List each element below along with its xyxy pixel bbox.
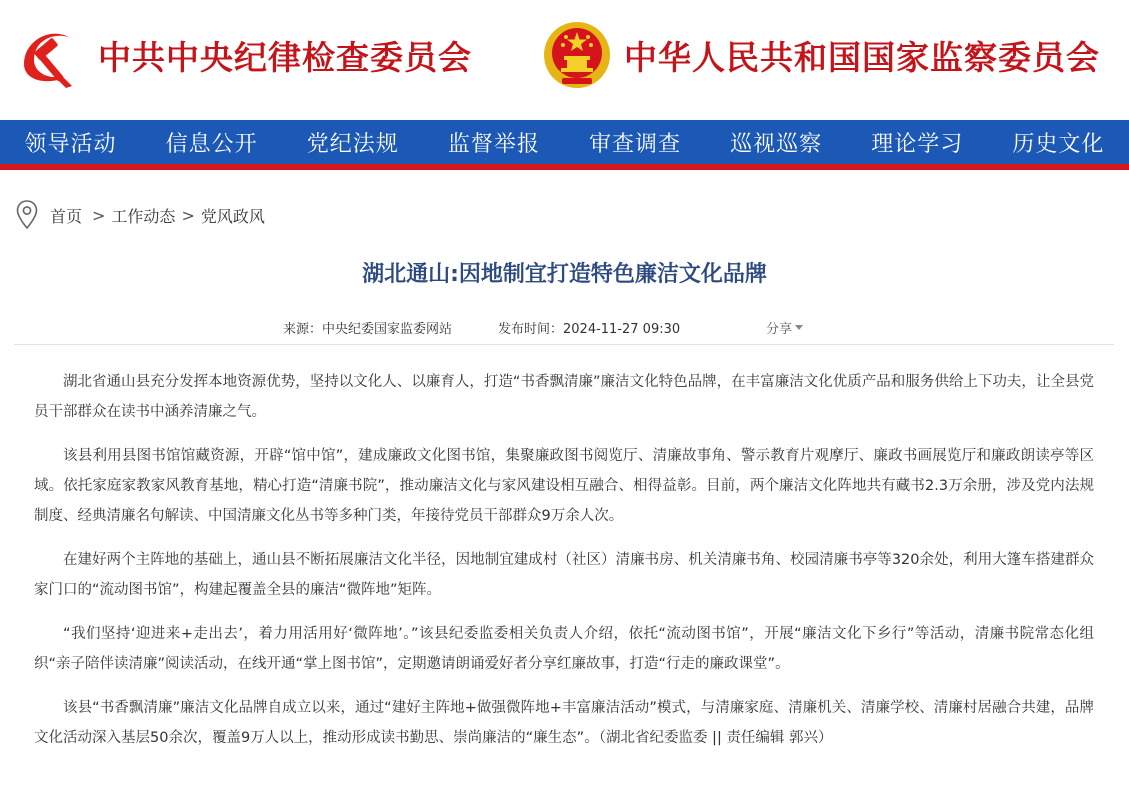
nav-item-report[interactable]: 监督举报 bbox=[447, 131, 540, 157]
breadcrumb-separator: > bbox=[181, 205, 195, 225]
article-source: 来源：中央纪委国家监委网站 bbox=[283, 322, 453, 337]
nsc-name: 中华人民共和国国家监察委员会 bbox=[624, 37, 1100, 77]
location-pin-icon bbox=[16, 200, 38, 230]
article-paragraph: 该县利用县图书馆馆藏资源，开辟“馆中馆”，建成廉政文化图书馆，集聚廉政图书阅览厅、清廉故事角、警示教育片观摩厅、廉政书画展览厅和廉政朗读亭等区域。依托家庭家教家风教育基地，精心打造“清廉书院”，推动廉洁文化与家风建设相互融合、相得益彰。目前，两个廉洁文化阵地共有藏书2.3万余册，涉及党内法规制度、经典清廉名句解读、中国清廉文化丛书等多种门类，年接待党员干部群众9万余人次。 bbox=[34, 448, 1094, 524]
share-label: 分享 bbox=[766, 322, 793, 337]
main-nav bbox=[0, 120, 1129, 170]
article-paragraph: “我们坚持‘迎进来+走出去’，着力用活用好‘微阵地’。”该县纪委监委相关负责人介绍，依托“流动图书馆”，开展“廉洁文化下乡行”等活动，清廉书院常态化组织“亲子陪伴读清廉”阅读活动，在线开通“掌上图书馆”，定期邀请朗诵爱好者分享红廉故事，打造“行走的廉政课堂”。 bbox=[34, 626, 1094, 672]
nsc-logo[interactable] bbox=[542, 20, 1100, 90]
article-paragraph: 湖北省通山县充分发挥本地资源优势，坚持以文化人、以廉育人，打造“书香飘清廉”廉洁文化特色品牌，在丰富廉洁文化优质产品和服务供给上下功夫，让全县党员干部群众在读书中涵养清廉之气。 bbox=[34, 374, 1094, 420]
nav-item-disclosure[interactable]: 信息公开 bbox=[165, 131, 258, 157]
chevron-down-icon bbox=[795, 325, 803, 330]
breadcrumb-party-style[interactable]: 党风政风 bbox=[200, 206, 265, 226]
site-header bbox=[0, 0, 1129, 120]
article-paragraph: 该县“书香飘清廉”廉洁文化品牌自成立以来，通过“建好主阵地+做强微阵地+丰富廉洁活动”模式，与清廉家庭、清廉机关、清廉学校、清廉村居融合共建，品牌文化活动深入基层50余次，覆盖9万人以上，推动形成读书勤思、崇尚廉洁的“廉生态”。（湖北省纪委监委 || 责任编辑 郭兴） bbox=[34, 700, 1094, 746]
ccdi-logo[interactable] bbox=[14, 20, 472, 90]
nav-item-regulations[interactable]: 党纪法规 bbox=[306, 131, 399, 157]
nav-item-inspection[interactable]: 巡视巡察 bbox=[730, 131, 823, 157]
breadcrumb bbox=[16, 198, 265, 232]
nav-item-investigation[interactable]: 审查调查 bbox=[589, 131, 682, 157]
article-time: 发布时间：2024-11-27 09:30 bbox=[498, 322, 681, 337]
party-emblem-icon bbox=[14, 20, 84, 90]
article-title: 湖北通山:因地制宜打造特色廉洁文化品牌 bbox=[362, 262, 767, 287]
nav-item-theory[interactable]: 理论学习 bbox=[871, 131, 964, 157]
breadcrumb-home[interactable]: 首页 bbox=[50, 206, 83, 226]
national-emblem-icon bbox=[542, 20, 612, 90]
breadcrumb-work-news[interactable]: 工作动态 bbox=[111, 206, 176, 226]
share-button[interactable] bbox=[766, 318, 803, 337]
ccdi-name: 中共中央纪律检查委员会 bbox=[98, 37, 472, 77]
article-paragraph: 在建好两个主阵地的基础上，通山县不断拓展廉洁文化半径，因地制宜建成村（社区）清廉书房、机关清廉书角、校园清廉书亭等320余处，利用大篷车搭建群众家门口的“流动图书馆”，构建起覆盖全县的廉洁“微阵地”矩阵。 bbox=[34, 552, 1094, 598]
breadcrumb-separator: > bbox=[92, 205, 106, 225]
nav-item-history[interactable]: 历史文化 bbox=[1012, 131, 1105, 157]
meta-divider bbox=[14, 344, 1114, 345]
article-body bbox=[34, 367, 1094, 767]
nav-item-leadership[interactable]: 领导活动 bbox=[24, 131, 117, 157]
